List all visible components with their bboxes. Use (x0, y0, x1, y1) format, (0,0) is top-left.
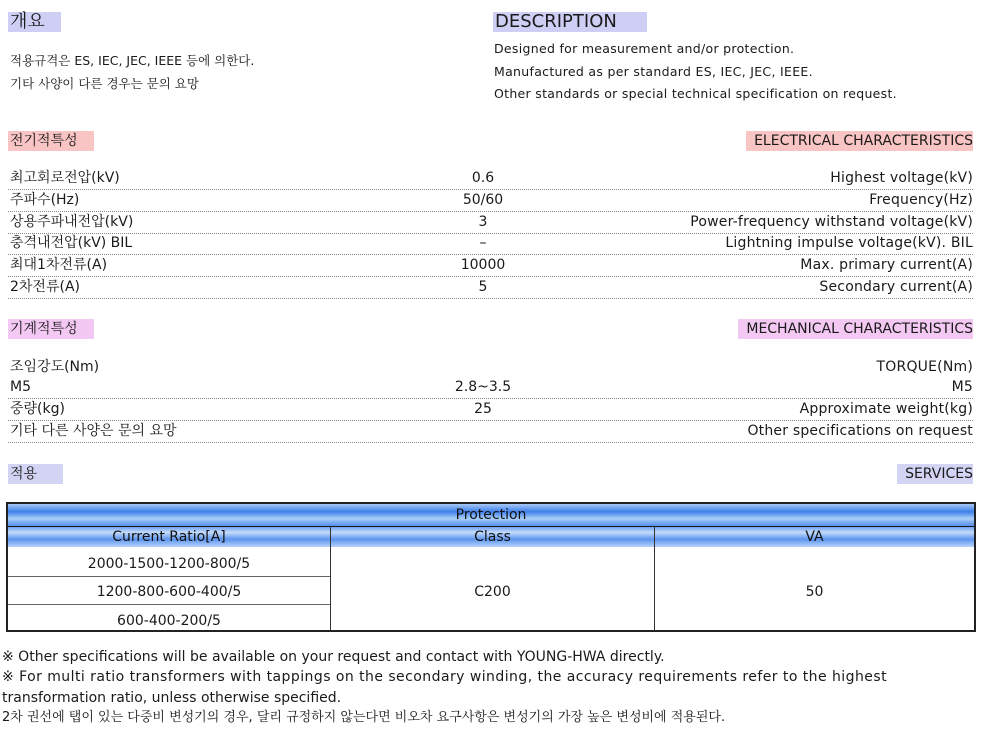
column-header-class: Class (474, 529, 511, 545)
note-line: ※ Other specifications will be available on your request and contact with YOUNG-HWA directly. (2, 649, 665, 665)
table-cell-va: 50 (805, 584, 824, 600)
spec-value: 3 (478, 214, 488, 230)
row-divider (8, 576, 330, 577)
spec-label-ko: 주파수(Hz) (10, 192, 80, 208)
note-line: ※ For multi ratio transformers with tappings on the secondary winding, the accuracy requirements refer to the highest (2, 669, 888, 685)
spec-value: 50/60 (462, 192, 504, 208)
spec-row (8, 233, 973, 255)
table-cell-class: C200 (474, 584, 511, 600)
table-cell-ratio: 1200-800-600-400/5 (96, 584, 242, 600)
spec-row (8, 168, 973, 190)
column-divider (330, 526, 331, 630)
spec-label-en: Lightning impulse voltage(kV). BIL (725, 235, 973, 251)
spec-label-ko: 충격내전압(kV) BIL (10, 235, 133, 251)
row-divider (8, 604, 330, 605)
note-line: transformation ratio, unless otherwise specified. (2, 690, 342, 706)
spec-label-ko: 기타 다른 사양은 문의 요망 (10, 423, 177, 439)
torque-header-row (8, 357, 973, 378)
torque-label-en: TORQUE(Nm) (876, 359, 973, 375)
spec-row (8, 421, 973, 443)
spec-value: 2.8~3.5 (454, 379, 512, 395)
spec-row (8, 212, 973, 234)
spec-label-ko: 최대1차전류(A) (10, 257, 108, 273)
ratio-table (6, 502, 976, 632)
spec-label-ko: 2차전류(A) (10, 279, 80, 295)
column-header-ratio: Current Ratio[A] (112, 529, 226, 545)
spec-label-ko: 중량(kg) (10, 401, 65, 417)
spec-label-en: Max. primary current(A) (800, 257, 973, 273)
spec-label-ko: M5 (10, 379, 31, 395)
spec-row (8, 277, 973, 299)
column-divider (654, 526, 655, 630)
spec-label-en: Other specifications on request (747, 423, 973, 439)
spec-label-en: Approximate weight(kg) (799, 401, 973, 417)
overview-title: 개요 (8, 12, 61, 32)
column-header-va: VA (805, 529, 824, 545)
overview-text (10, 50, 254, 95)
spec-label-en: M5 (951, 379, 973, 395)
overview-line: 적용규격은 ES, IEC, JEC, IEEE 등에 의한다. (10, 53, 255, 68)
spec-value: 0.6 (471, 170, 495, 186)
spec-row (8, 377, 973, 399)
spec-value: 5 (478, 279, 488, 295)
header-divider (8, 526, 974, 527)
spec-value: – (479, 235, 487, 251)
table-group-header: Protection (455, 507, 527, 523)
description-line: Designed for measurement and/or protection. (494, 41, 795, 56)
spec-value: 10000 (460, 257, 506, 273)
description-text (494, 38, 897, 106)
electrical-title-en: ELECTRICAL CHARACTERISTICS (746, 131, 973, 151)
spec-label-ko: 최고회로전압(kV) (10, 170, 120, 186)
electrical-title-ko: 전기적특성 (8, 131, 94, 151)
note-line: 2차 권선에 탭이 있는 다중비 변성기의 경우, 달리 규정하지 않는다면 비오차 요구사항은 변성기의 가장 높은 변성비에 적용된다. (2, 710, 726, 725)
spec-label-en: Power-frequency withstand voltage(kV) (690, 214, 973, 230)
description-title: DESCRIPTION (493, 12, 647, 32)
mechanical-title-ko: 기계적특성 (8, 319, 94, 339)
spec-row (8, 190, 973, 212)
mechanical-title-en: MECHANICAL CHARACTERISTICS (738, 319, 973, 339)
services-title-ko: 적용 (8, 464, 63, 484)
spec-label-en: Highest voltage(kV) (830, 170, 973, 186)
spec-row (8, 399, 973, 421)
services-title-en: SERVICES (897, 464, 973, 484)
overview-line: 기타 사양이 다른 경우는 문의 요망 (10, 75, 199, 91)
description-line: Other standards or special technical specification on request. (494, 86, 897, 101)
table-cell-ratio: 600-400-200/5 (117, 613, 221, 629)
spec-label-en: Secondary current(A) (819, 279, 973, 295)
table-cell-ratio: 2000-1500-1200-800/5 (87, 556, 251, 572)
description-line: Manufactured as per standard ES, IEC, JEC, IEEE. (494, 63, 813, 79)
spec-row (8, 255, 973, 277)
spec-label-en: Frequency(Hz) (869, 192, 973, 208)
spec-label-ko: 상용주파내전압(kV) (10, 214, 134, 230)
spec-value: 25 (474, 401, 492, 417)
torque-label-ko: 조임강도(Nm) (10, 359, 100, 375)
